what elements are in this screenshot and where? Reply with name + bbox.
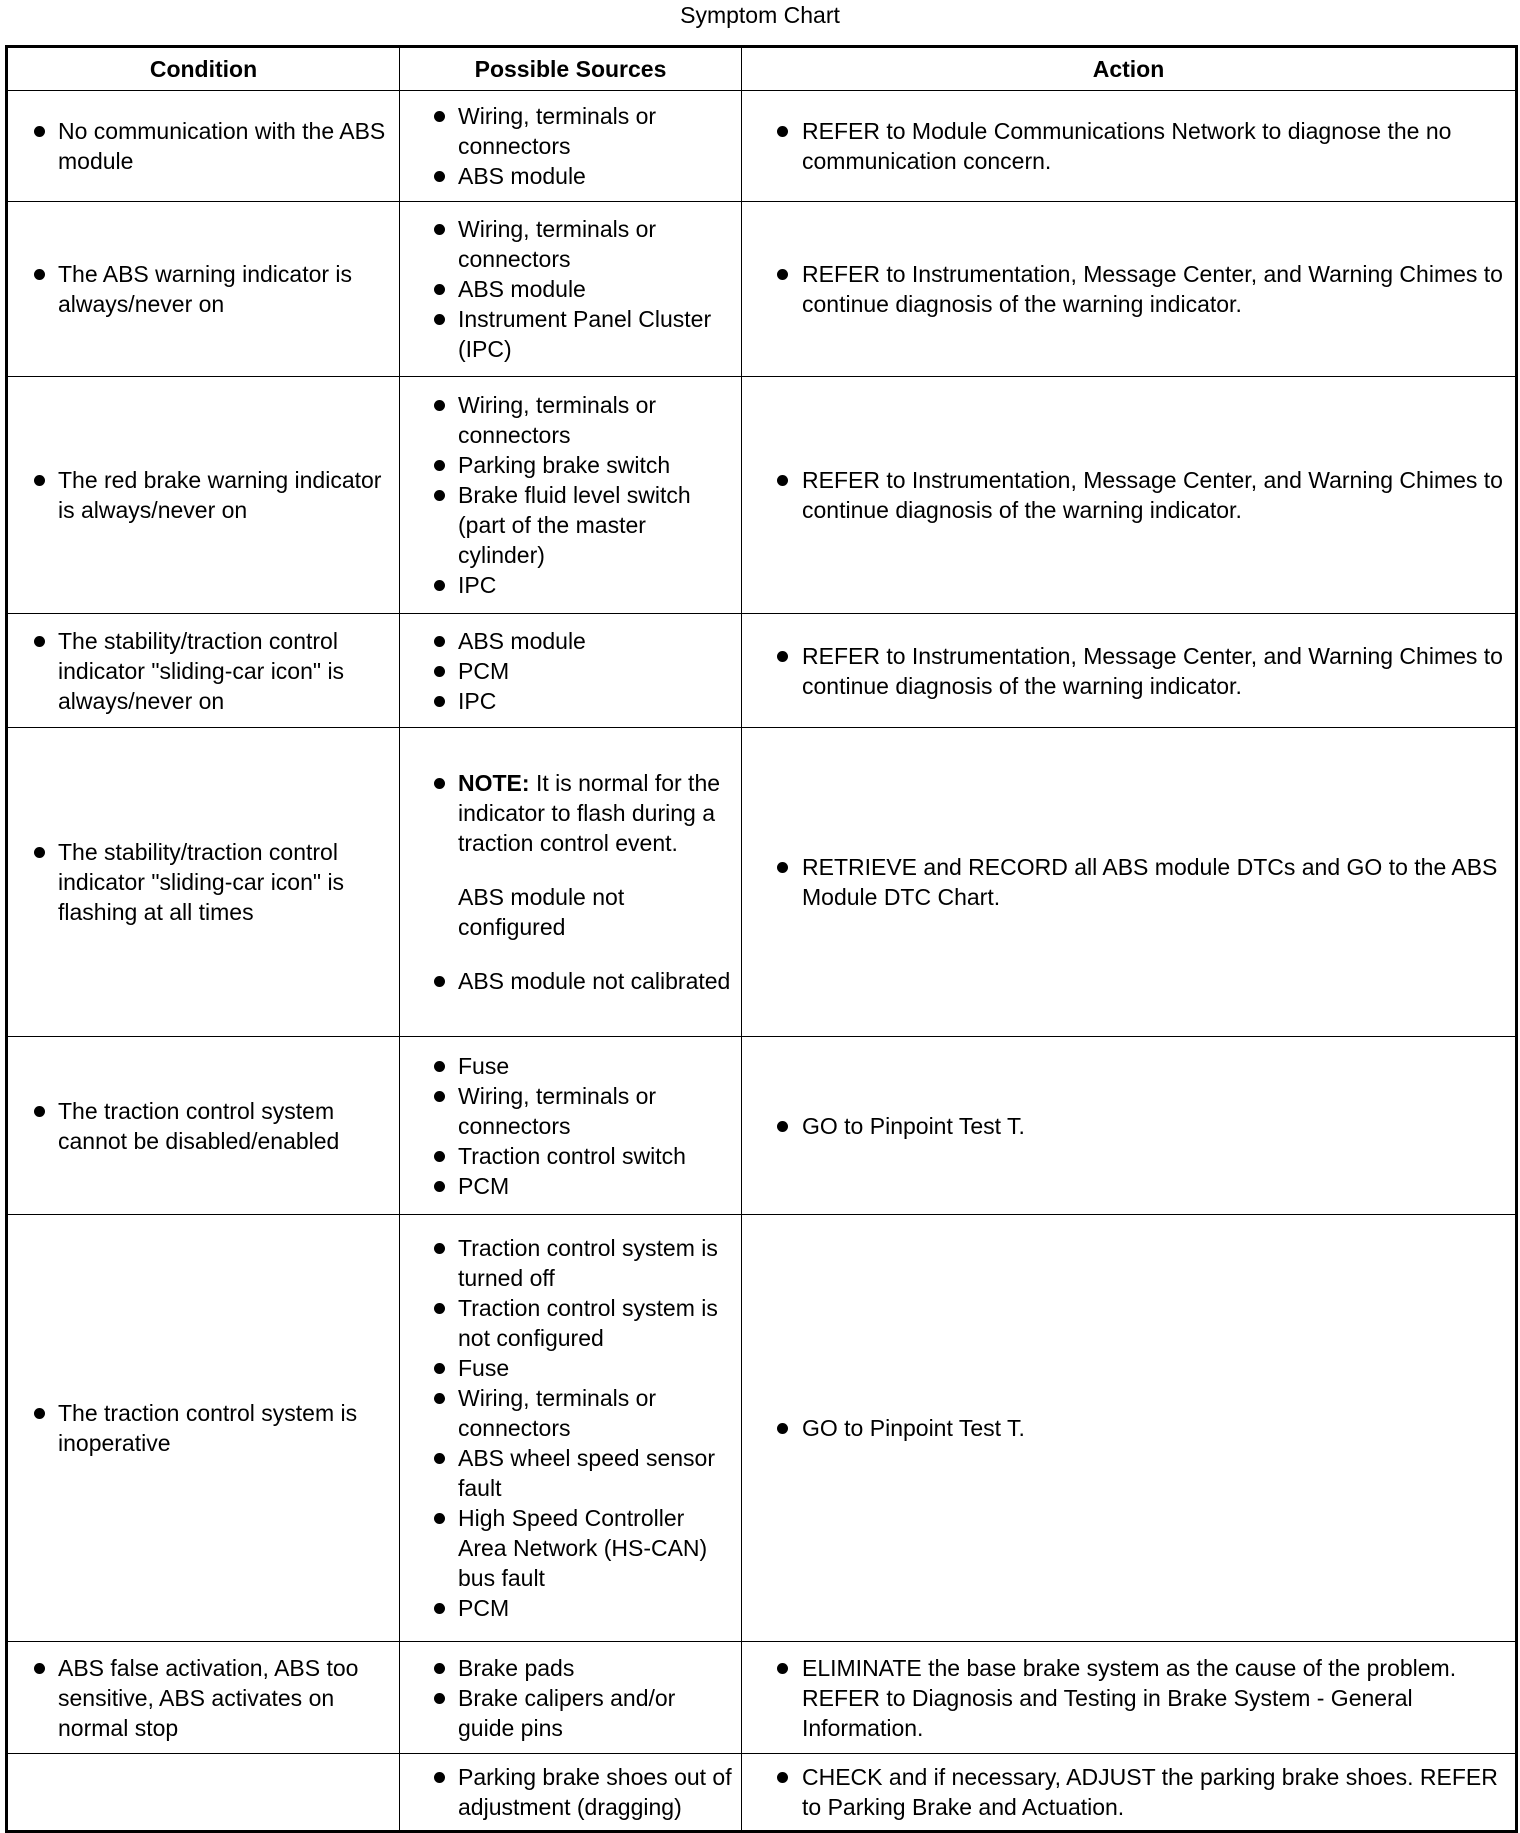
sources-cell: [400, 1754, 742, 1832]
source-item: Traction control system is not configured: [408, 1293, 733, 1353]
condition-text: The stability/traction control indicator "sliding-car icon" is always/never on: [16, 626, 391, 716]
sources-cell: [400, 202, 742, 377]
note-text: It is normal for the indicator to flash during a traction control event.: [458, 770, 721, 856]
table-row: [7, 614, 1517, 728]
action-text: GO to Pinpoint Test T.: [750, 1111, 1507, 1141]
table-row: [7, 1037, 1517, 1215]
header-possible-sources: Possible Sources: [400, 47, 742, 91]
sources-cell: [400, 614, 742, 728]
table-row: [7, 1642, 1517, 1754]
action-text: ELIMINATE the base brake system as the cause of the problem. REFER to Diagnosis and Testing in Brake System - General Information.: [750, 1653, 1507, 1743]
condition-cell: [7, 1215, 400, 1642]
condition-text: The traction control system cannot be disabled/enabled: [16, 1096, 391, 1156]
action-text: GO to Pinpoint Test T.: [750, 1413, 1507, 1443]
condition-cell: [7, 614, 400, 728]
table-row: [7, 91, 1517, 202]
action-text: RETRIEVE and RECORD all ABS module DTCs and GO to the ABS Module DTC Chart.: [750, 852, 1507, 912]
action-cell: [742, 91, 1517, 202]
sources-cell: [400, 91, 742, 202]
sources-cell: [400, 1215, 742, 1642]
source-item: PCM: [408, 656, 733, 686]
table-header-row: [7, 47, 1517, 91]
source-item: ABS wheel speed sensor fault: [408, 1443, 733, 1503]
condition-text: The ABS warning indicator is always/never on: [16, 259, 391, 319]
source-item: IPC: [408, 570, 733, 600]
header-condition: Condition: [7, 47, 400, 91]
condition-text: ABS false activation, ABS too sensitive, ABS activates on normal stop: [16, 1653, 391, 1743]
action-cell: [742, 614, 1517, 728]
table-row: [7, 1754, 1517, 1832]
source-item: Parking brake switch: [408, 450, 733, 480]
sources-cell: [400, 728, 742, 1037]
sources-cell: [400, 377, 742, 614]
source-item: PCM: [408, 1171, 733, 1201]
table-row: [7, 377, 1517, 614]
condition-text: No communication with the ABS module: [16, 116, 391, 176]
source-item: High Speed Controller Area Network (HS-CAN) bus fault: [408, 1503, 733, 1593]
source-item: Wiring, terminals or connectors: [408, 390, 733, 450]
action-cell: [742, 728, 1517, 1037]
source-item-note: [408, 768, 733, 858]
source-item: Brake pads: [408, 1653, 733, 1683]
source-item: ABS module: [408, 626, 733, 656]
source-item: ABS module: [408, 274, 733, 304]
condition-cell: [7, 1754, 400, 1832]
action-cell: [742, 1642, 1517, 1754]
header-action: Action: [742, 47, 1517, 91]
condition-cell: [7, 377, 400, 614]
source-item: Parking brake shoes out of adjustment (dragging): [408, 1762, 733, 1822]
source-item: Fuse: [408, 1051, 733, 1081]
source-item: Traction control system is turned off: [408, 1233, 733, 1293]
source-item-plain: ABS module not configured: [458, 884, 625, 940]
source-item: Wiring, terminals or connectors: [408, 1383, 733, 1443]
source-item: Brake fluid level switch (part of the master cylinder): [408, 480, 733, 570]
source-item: IPC: [408, 686, 733, 716]
source-item: Wiring, terminals or connectors: [408, 1081, 733, 1141]
condition-text: The traction control system is inoperative: [16, 1398, 391, 1458]
condition-text: The red brake warning indicator is always/never on: [16, 465, 391, 525]
symptom-table: [5, 45, 1518, 1833]
note-label: NOTE:: [458, 770, 530, 796]
source-item: PCM: [408, 1593, 733, 1623]
action-text: REFER to Module Communications Network to diagnose the no communication concern.: [750, 116, 1507, 176]
source-item: ABS module not calibrated: [408, 966, 733, 996]
table-row: [7, 1215, 1517, 1642]
action-cell: [742, 377, 1517, 614]
source-item: Traction control switch: [408, 1141, 733, 1171]
action-cell: [742, 202, 1517, 377]
condition-cell: [7, 1037, 400, 1215]
condition-text: The stability/traction control indicator "sliding-car icon" is flashing at all times: [16, 837, 391, 927]
sources-cell: [400, 1642, 742, 1754]
table-row: [7, 202, 1517, 377]
source-item: Brake calipers and/or guide pins: [408, 1683, 733, 1743]
action-text: REFER to Instrumentation, Message Center, and Warning Chimes to continue diagnosis of the warning indicator.: [750, 641, 1507, 701]
action-text: CHECK and if necessary, ADJUST the parking brake shoes. REFER to Parking Brake and Actuation.: [750, 1762, 1507, 1822]
action-cell: [742, 1215, 1517, 1642]
source-item: Wiring, terminals or connectors: [408, 214, 733, 274]
chart-title: Symptom Chart: [680, 2, 840, 28]
source-item: ABS module: [408, 161, 733, 191]
source-item: Instrument Panel Cluster (IPC): [408, 304, 733, 364]
table-row: [7, 728, 1517, 1037]
source-item: Wiring, terminals or connectors: [408, 101, 733, 161]
action-cell: [742, 1754, 1517, 1832]
source-item: Fuse: [408, 1353, 733, 1383]
condition-cell: [7, 202, 400, 377]
action-cell: [742, 1037, 1517, 1215]
condition-cell: [7, 728, 400, 1037]
condition-cell: [7, 1642, 400, 1754]
sources-cell: [400, 1037, 742, 1215]
action-text: REFER to Instrumentation, Message Center, and Warning Chimes to continue diagnosis of the warning indicator.: [750, 259, 1507, 319]
condition-cell: [7, 91, 400, 202]
action-text: REFER to Instrumentation, Message Center, and Warning Chimes to continue diagnosis of the warning indicator.: [750, 465, 1507, 525]
